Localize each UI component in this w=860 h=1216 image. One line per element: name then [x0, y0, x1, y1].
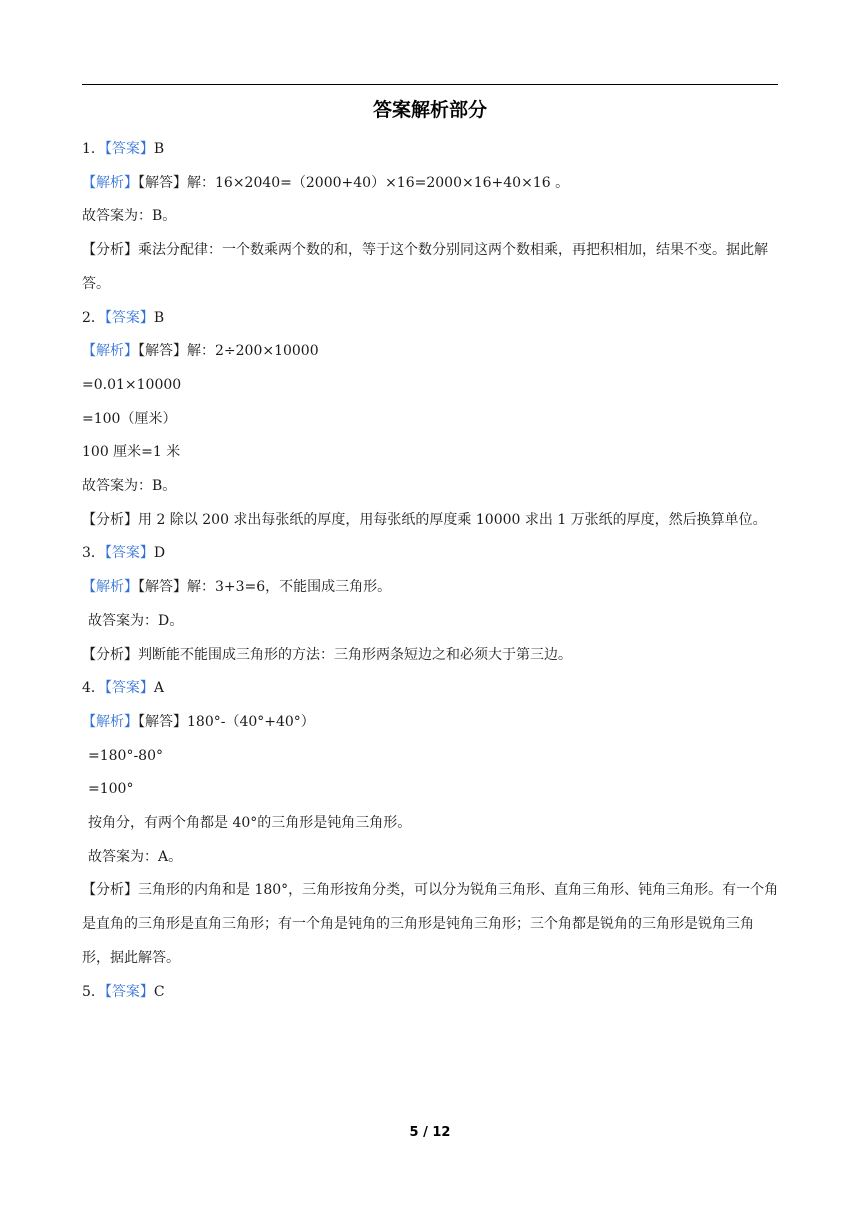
- q4-number: 4．: [82, 680, 105, 697]
- q2-solution-line: [82, 335, 780, 369]
- q5-answer: C: [153, 983, 165, 1000]
- q5-number: 5．: [82, 983, 105, 1000]
- q4-analysis: 【分析】三角形的内角和是 180°，三角形按角分类，可以分为锐角三角形、直角三角形、钝角三角形。有一个角是直角的三角形是直角三角形；有一个角是钝角的三角形是钝角三角形；三个角都是锐角的三角形是锐角三角形，据此解答。: [82, 882, 779, 966]
- q3-answer: D: [153, 545, 166, 562]
- q4-step-3: 按角分，有两个角都是 40°的三角形是钝角三角形。: [88, 815, 412, 832]
- q2-answer: B: [153, 309, 165, 326]
- q4-answer-line: [82, 672, 780, 706]
- q5-answer-tag: 【答案】: [104, 983, 154, 1000]
- q1-analysis: 【分析】乘法分配律：一个数乘两个数的和，等于这个数分别同这两个数相乘，再把积相加，结果不变。据此解答。: [82, 242, 768, 292]
- q4-conclusion: 故答案为：A。: [88, 848, 183, 865]
- q2-step-2: =100（厘米）: [82, 410, 177, 427]
- q3-solution-line: [82, 571, 780, 605]
- q2-step-3: 100 厘米=1 米: [82, 444, 181, 461]
- q4-jiexi-tag: 【解析】: [82, 713, 138, 730]
- q3-jiexi-tag: 【解析】: [82, 579, 138, 596]
- q1-jiexi-tag: 【解析】: [82, 174, 138, 191]
- q1-solution-line: [82, 167, 780, 201]
- q5-answer-line: [82, 976, 780, 1010]
- q2-conclusion: 故答案为：B。: [82, 478, 177, 495]
- q2-answer-tag: 【答案】: [104, 309, 154, 326]
- q2-analysis: 【分析】用 2 除以 200 求出每张纸的厚度，用每张纸的厚度乘 10000 求出 1 万张纸的厚度，然后换算单位。: [82, 511, 767, 528]
- q1-conclusion: 故答案为：B。: [82, 208, 177, 225]
- page-number: 5 / 12: [409, 1125, 451, 1140]
- q3-analysis: 【分析】判断能不能围成三角形的方法：三角形两条短边之和必须大于第三边。: [82, 646, 572, 663]
- q4-solution-line: [82, 706, 780, 740]
- q4-step-1: =180°-80°: [88, 747, 163, 764]
- page-title: 答案解析部分: [372, 99, 487, 121]
- q2-step-1: =0.01×10000: [82, 376, 182, 393]
- q1-answer-tag: 【答案】: [104, 141, 154, 157]
- q1-answer: B: [153, 141, 165, 157]
- answer-section: [82, 133, 780, 1009]
- q1-solution: 【解答】解：16×2040=（2000+40）×16=2000×16+40×16 。: [138, 174, 570, 191]
- q1-number: 1．: [82, 141, 105, 157]
- q3-solution: 【解答】解：3+3=6，不能围成三角形。: [138, 579, 392, 596]
- q4-solution: 【解答】180°-（40°+40°）: [138, 713, 315, 730]
- q2-solution: 【解答】解：2÷200×10000: [138, 343, 319, 360]
- q2-jiexi-tag: 【解析】: [82, 343, 138, 360]
- q3-number: 3．: [82, 545, 105, 562]
- header-rule: [82, 84, 778, 85]
- q4-answer-tag: 【答案】: [104, 680, 154, 697]
- q3-conclusion: 故答案为：D。: [88, 612, 184, 629]
- q2-number: 2．: [82, 309, 105, 326]
- q1-answer-line: [82, 133, 780, 167]
- q4-step-2: =100°: [88, 781, 134, 798]
- q3-answer-tag: 【答案】: [104, 545, 154, 562]
- q3-answer-line: [82, 537, 780, 571]
- q4-answer: A: [153, 680, 165, 697]
- q2-answer-line: [82, 302, 780, 336]
